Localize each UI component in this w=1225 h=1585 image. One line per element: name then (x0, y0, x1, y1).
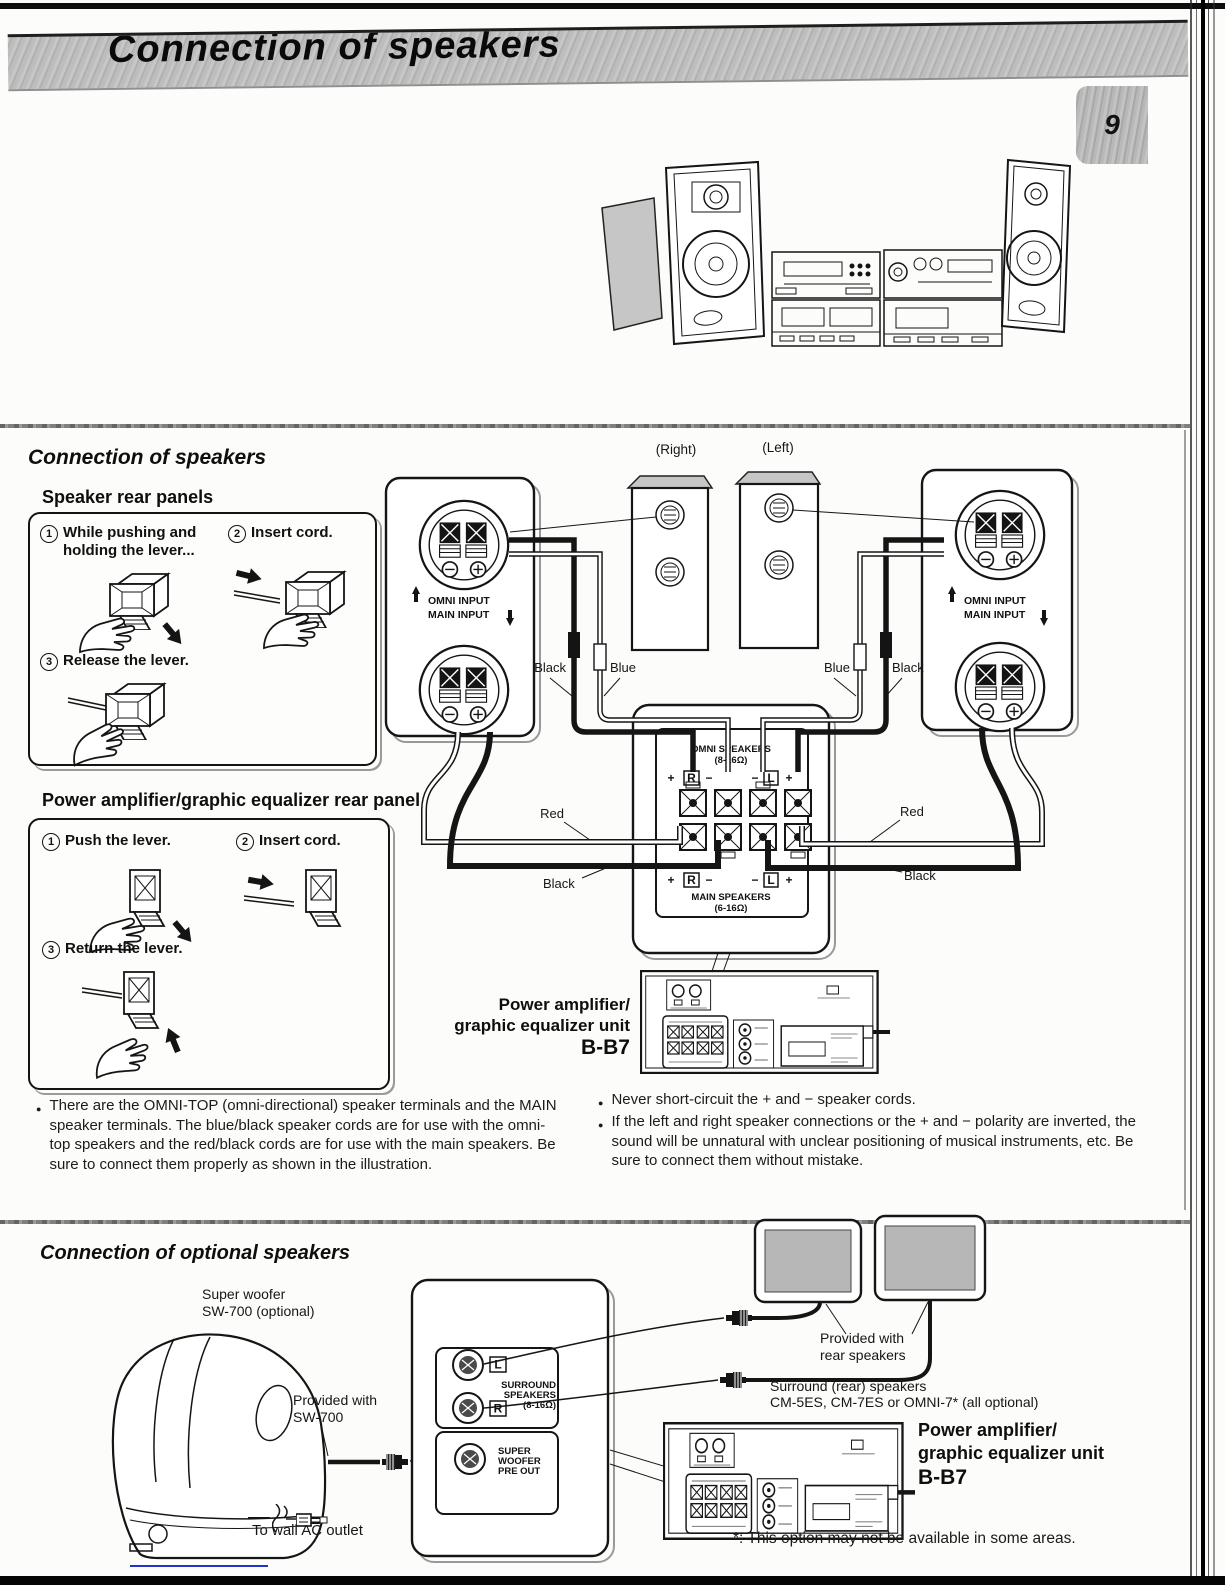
super-woofer-label-line2: SW-700 (optional) (202, 1303, 315, 1319)
provided-with-rear-speakers-label (820, 1330, 906, 1364)
amp-label-line2: graphic equalizer unit (454, 1016, 630, 1035)
bottom-rule (0, 1576, 1225, 1585)
binding-line (1196, 0, 1197, 1585)
amp-unit-label-2 (918, 1419, 1178, 1490)
provided-line1: Provided with (293, 1392, 378, 1408)
page-number: 9 (1104, 109, 1120, 140)
section-divider (0, 424, 1190, 428)
super-woofer-label-2: WOOFER (498, 1456, 541, 1467)
step-label: Push the lever. (65, 832, 171, 849)
provided-line1: Provided with (820, 1330, 905, 1346)
omni-input-label: OMNI INPUT (964, 595, 1026, 607)
step-number-icon: 3 (42, 941, 60, 959)
release-lever-illustration (66, 678, 196, 763)
step-number-icon: 2 (236, 833, 254, 851)
plus-mark: + (785, 771, 793, 785)
plus-mark: + (785, 873, 793, 887)
step-number-icon: 3 (40, 653, 58, 671)
step-3 (40, 652, 240, 671)
center-units (772, 250, 1002, 346)
rca-plug-icon (382, 1454, 408, 1470)
wire-label-black: Black (892, 660, 924, 675)
top-rule (0, 3, 1225, 9)
page-title: Connection of speakers (107, 23, 561, 71)
amp-rear-instructions-box (28, 818, 390, 1090)
insert-cord-illustration (232, 564, 362, 649)
main-impedance-label: (6-16Ω) (714, 903, 748, 914)
binding-line (1190, 0, 1192, 1585)
note-text: If the left and right speaker connections or the + and − polarity are inverted, the sound will be unnatural with unclear positioning of musical instruments, etc. Be sure to connect them without mistake. (611, 1113, 1136, 1169)
note-text: Never short-circuit the + and − speaker cords. (611, 1091, 916, 1108)
page-banner (8, 20, 1189, 91)
rca-plug-icon (720, 1372, 746, 1388)
omni-speakers-label: OMNI SPEAKERS (691, 744, 771, 755)
step-label: Insert cord. (259, 832, 341, 849)
plus-mark: + (667, 873, 675, 887)
surround-jack-panel (412, 1280, 614, 1562)
provided-line2: SW-700 (293, 1409, 344, 1425)
speaker-rear-panel-right-channel (386, 478, 540, 742)
subheading-speaker-rear-panels: Speaker rear panels (42, 487, 214, 507)
push-hold-lever-illustration (72, 570, 202, 655)
wire-label-black: Black (543, 876, 575, 891)
surround-label-1: SURROUND (501, 1380, 556, 1391)
step-2 (236, 832, 371, 851)
binding-line (1201, 0, 1205, 1585)
provided-with-sw700-label (293, 1392, 377, 1426)
left-speaker-grille (602, 198, 662, 330)
power-amp-rear-panel (664, 1423, 915, 1539)
l-channel-mark: L (767, 873, 775, 887)
page-number-tab (1076, 86, 1148, 164)
left-channel-label: (Left) (762, 440, 794, 455)
rear-speaker-cord (752, 1302, 820, 1318)
r-jack-label: R (493, 1401, 503, 1416)
step-label: Insert cord. (251, 524, 333, 541)
step-label: While pushing and holding the lever... (63, 524, 197, 559)
step-number-icon: 1 (42, 833, 60, 851)
left-speaker (666, 162, 764, 344)
amp-model: B-B7 (918, 1466, 968, 1489)
step-label: Release the lever. (63, 652, 189, 669)
step-2 (228, 524, 363, 543)
amp-model: B-B7 (580, 1036, 630, 1059)
surround-models-line1: Surround (rear) speakers (770, 1378, 927, 1394)
omni-input-label: OMNI INPUT (428, 595, 490, 607)
step-number-icon: 1 (40, 525, 58, 543)
speaker-rear-panel-left-channel (922, 470, 1078, 736)
super-woofer-label-1: SUPER (498, 1446, 531, 1457)
step-label: Return the lever. (65, 940, 183, 957)
amp-label-line1: Power amplifier/ (918, 1420, 1058, 1440)
amp-label-line2: graphic equalizer unit (918, 1443, 1105, 1463)
blue-underline (130, 1565, 268, 1567)
main-input-label: MAIN INPUT (428, 609, 490, 621)
wire-label-blue: Blue (610, 660, 637, 675)
right-channel-label: (Right) (655, 442, 697, 457)
step-1 (40, 524, 220, 560)
surround-speakers-models-label (770, 1379, 1038, 1410)
right-speaker (1002, 160, 1070, 332)
rear-speaker-right (875, 1216, 985, 1300)
minus-mark: − (705, 771, 713, 785)
step-1 (42, 832, 217, 851)
power-amp-rear-panel (641, 971, 890, 1073)
r-channel-mark: R (687, 873, 696, 887)
l-channel-mark: L (767, 771, 775, 785)
wire-label-red: Red (900, 804, 924, 819)
wire-label-black: Black (904, 868, 936, 883)
omni-top-speaker-right (628, 476, 712, 650)
ac-outlet-label: To wall AC outlet (252, 1522, 363, 1539)
main-input-label: MAIN INPUT (964, 609, 1026, 621)
subheading-amp-rear-panel: Power amplifier/graphic equalizer rear panel (42, 790, 421, 810)
amp-label-line1: Power amplifier/ (498, 995, 630, 1014)
binding-line (1213, 0, 1215, 1585)
l-jack-label: L (494, 1357, 502, 1372)
surround-models-line2: CM-5ES, CM-7ES or OMNI-7* (all optional) (770, 1393, 1039, 1410)
note-omni-main-terminals (36, 1096, 564, 1174)
note-text: There are the OMNI-TOP (omni-directional) speaker terminals and the MAIN speaker terminals. The blue/black speaker cords are for use with the omni-top speakers and the red/black cords are for use with the main speakers. Be sure to connect them properly as shown in the illustration. (49, 1097, 557, 1173)
r-channel-mark: R (687, 771, 696, 785)
step-number-icon: 2 (228, 525, 246, 543)
bullet-icon: ● (598, 1120, 604, 1130)
plus-mark: + (667, 771, 675, 785)
super-woofer-label-line1: Super woofer (202, 1286, 286, 1302)
provided-line2: rear speakers (820, 1347, 906, 1363)
omni-top-speaker-left (736, 472, 820, 648)
rca-plug-icon (726, 1310, 752, 1326)
hifi-system-illustration (588, 148, 1078, 358)
wire-label-black: Black (534, 660, 566, 675)
footnote: *: This option may not be available in some areas. (733, 1530, 1076, 1547)
insert-cord-illustration (242, 866, 372, 954)
minus-mark: − (751, 873, 759, 887)
section-heading-optional-speakers: Connection of optional speakers (40, 1242, 351, 1264)
wire-label-red: Red (540, 806, 564, 821)
rear-speaker-left (755, 1220, 861, 1302)
wire-label-blue: Blue (823, 660, 850, 675)
omni-impedance-label: (8-16Ω) (714, 755, 748, 766)
binding-line (1208, 0, 1209, 1585)
speaker-rear-instructions-box (28, 512, 377, 766)
bullet-icon: ● (598, 1098, 604, 1108)
super-woofer-label (202, 1286, 315, 1320)
minus-mark: − (705, 873, 713, 887)
section-heading-speakers: Connection of speakers (28, 446, 267, 469)
binding-line (1184, 430, 1186, 1210)
super-woofer-label-3: PRE OUT (498, 1466, 541, 1477)
surround-label-3: (8-16Ω) (523, 1400, 556, 1411)
main-speakers-label: MAIN SPEAKERS (691, 892, 771, 903)
bullet-icon: ● (36, 1104, 42, 1114)
speaker-wiring-diagram (378, 432, 1092, 1092)
amp-unit-label (408, 994, 630, 1060)
note-short-circuit (598, 1090, 1166, 1114)
minus-mark: − (751, 771, 759, 785)
surround-label-2: SPEAKERS (503, 1390, 556, 1401)
return-lever-illustration (82, 970, 212, 1078)
step-3 (42, 940, 252, 959)
note-polarity (598, 1112, 1166, 1171)
